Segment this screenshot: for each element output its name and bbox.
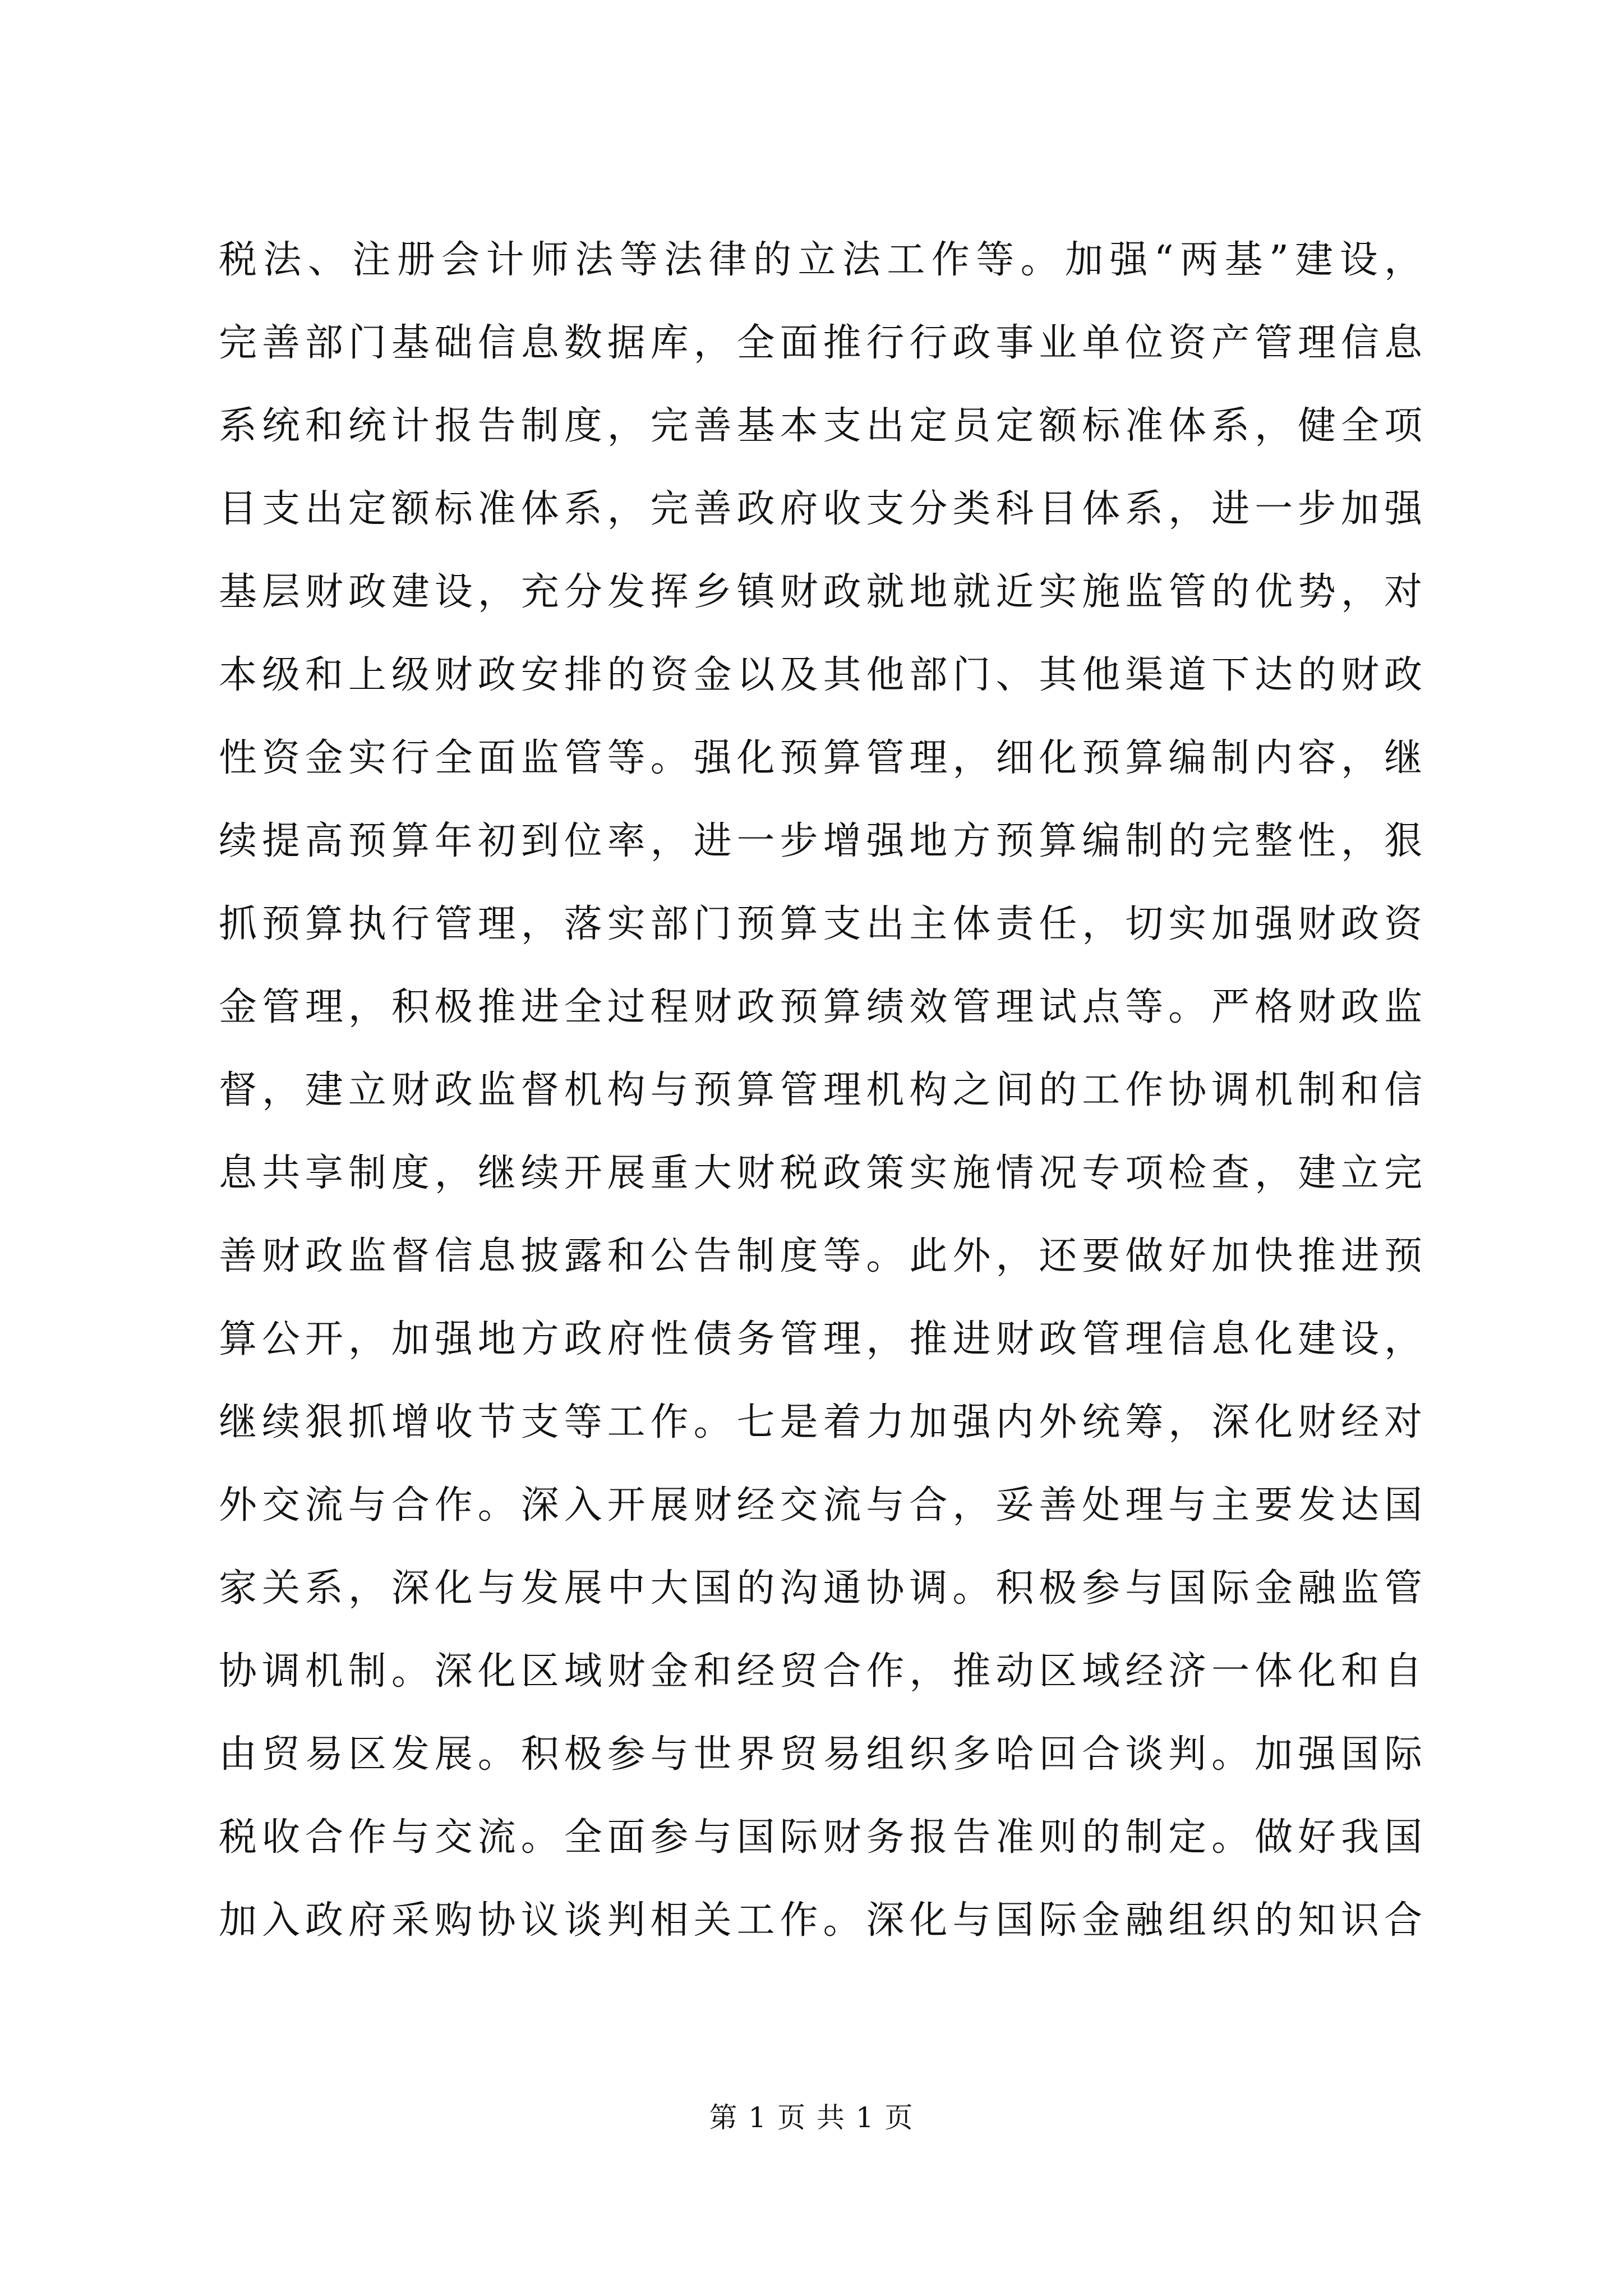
text-line: 完善部门基础信息数据库，全面推行行政事业单位资产管理信息 — [219, 321, 1424, 365]
text-line: 税法、注册会计师法等法律的立法工作等。加强“两基”建设， — [219, 238, 1424, 282]
text-line: 息共享制度，继续开展重大财税政策实施情况专项检查，建立完 — [219, 1151, 1424, 1195]
text-line: 加入政府采购协议谈判相关工作。深化与国际金融组织的知识合 — [219, 1898, 1424, 1943]
text-line: 金管理，积极推进全过程财政预算绩效管理试点等。严格财政监 — [219, 985, 1424, 1029]
text-line: 督，建立财政监督机构与预算管理机构之间的工作协调机制和信 — [219, 1068, 1424, 1112]
text-line: 税收合作与交流。全面参与国际财务报告准则的制定。做好我国 — [219, 1815, 1424, 1860]
text-line: 抓预算执行管理，落实部门预算支出主体责任，切实加强财政资 — [219, 902, 1424, 946]
text-line: 外交流与合作。深入开展财经交流与合，妥善处理与主要发达国 — [219, 1483, 1424, 1527]
text-line: 家关系，深化与发展中大国的沟通协调。积极参与国际金融监管 — [219, 1566, 1424, 1611]
text-line: 目支出定额标准体系，完善政府收支分类科目体系，进一步加强 — [219, 487, 1424, 531]
text-line: 算公开，加强地方政府性债务管理，推进财政管理信息化建设， — [219, 1317, 1424, 1361]
text-line: 本级和上级财政安排的资金以及其他部门、其他渠道下达的财政 — [219, 653, 1424, 697]
text-line: 基层财政建设，充分发挥乡镇财政就地就近实施监管的优势，对 — [219, 570, 1424, 614]
text-line: 续提高预算年初到位率，进一步增强地方预算编制的完整性，狠 — [219, 819, 1424, 863]
page-footer: 第 1 页 共 1 页 — [709, 2101, 914, 2134]
text-line: 协调机制。深化区域财金和经贸合作，推动区域经济一体化和自 — [219, 1649, 1424, 1694]
text-line: 由贸易区发展。积极参与世界贸易组织多哈回合谈判。加强国际 — [219, 1732, 1424, 1777]
text-line: 善财政监督信息披露和公告制度等。此外，还要做好加快推进预 — [219, 1234, 1424, 1278]
text-line: 系统和统计报告制度，完善基本支出定员定额标准体系，健全项 — [219, 404, 1424, 448]
text-line: 性资金实行全面监管等。强化预算管理，细化预算编制内容，继 — [219, 736, 1424, 780]
text-line: 继续狠抓增收节支等工作。七是着力加强内外统筹，深化财经对 — [219, 1400, 1424, 1444]
body-text — [219, 219, 1424, 1962]
